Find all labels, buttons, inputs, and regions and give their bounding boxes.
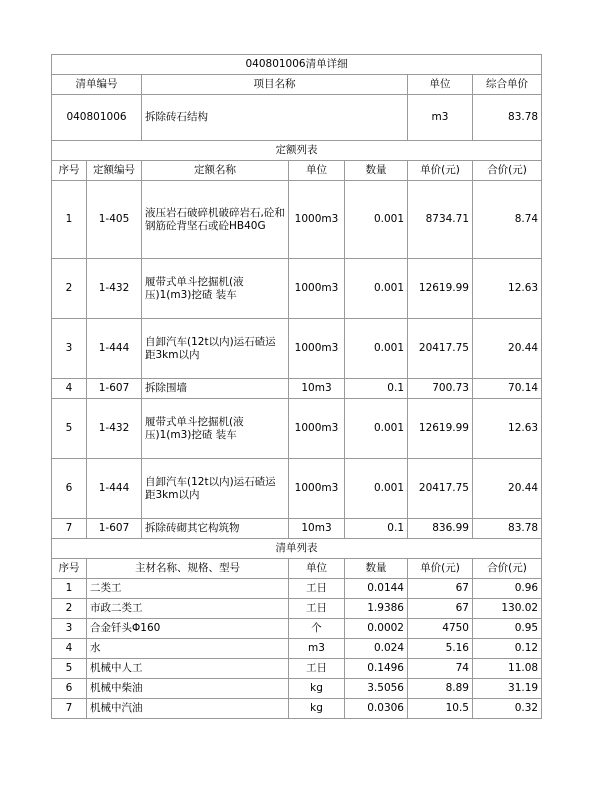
quota-unit: 1000m3: [289, 459, 345, 519]
list-item-code: 040801006: [52, 95, 142, 141]
material-unit: m3: [289, 639, 345, 659]
material-seq: 1: [52, 579, 87, 599]
material-unit-price: 8.89: [408, 679, 473, 699]
material-unit-price: 4750: [408, 619, 473, 639]
list-price-header: 综合单价: [473, 75, 542, 95]
material-name: 机械中人工: [87, 659, 289, 679]
quota-name: 液压岩石破碎机破碎岩石,砼和钢筋砼背坚石或砼HB40G: [142, 181, 289, 259]
quota-code: 1-432: [87, 399, 142, 459]
quota-unit: 10m3: [289, 519, 345, 539]
quota-seq: 6: [52, 459, 87, 519]
material-qty-header: 数量: [345, 559, 408, 579]
material-unit-price: 74: [408, 659, 473, 679]
quota-unit-header: 单位: [289, 161, 345, 181]
quota-code: 1-607: [87, 379, 142, 399]
quota-unit-price: 12619.99: [408, 399, 473, 459]
material-total: 130.02: [473, 599, 542, 619]
material-name: 机械中柴油: [87, 679, 289, 699]
material-unit: 工日: [289, 659, 345, 679]
list-item-name: 拆除砖石结构: [142, 95, 408, 141]
material-section-title: 清单列表: [52, 539, 542, 559]
quota-unit-price: 12619.99: [408, 259, 473, 319]
quota-section-title: 定额列表: [52, 141, 542, 161]
material-qty: 0.1496: [345, 659, 408, 679]
quota-row: [52, 519, 542, 539]
list-name-header: 项目名称: [142, 75, 408, 95]
material-section-row: [52, 539, 542, 559]
quota-seq: 1: [52, 181, 87, 259]
quota-name: 自卸汽车(12t以内)运石碴运距3km以内: [142, 319, 289, 379]
material-total: 0.32: [473, 699, 542, 719]
material-unit-price: 10.5: [408, 699, 473, 719]
quota-unit-price: 8734.71: [408, 181, 473, 259]
list-item-price: 83.78: [473, 95, 542, 141]
list-header-row: [52, 75, 542, 95]
quota-code: 1-444: [87, 459, 142, 519]
material-qty: 0.024: [345, 639, 408, 659]
table-title: 040801006清单详细: [52, 55, 542, 75]
quota-total: 20.44: [473, 459, 542, 519]
quota-unit: 1000m3: [289, 181, 345, 259]
quota-qty: 0.001: [345, 181, 408, 259]
material-seq: 6: [52, 679, 87, 699]
quota-row: [52, 259, 542, 319]
material-unit-price: 5.16: [408, 639, 473, 659]
quota-qty: 0.1: [345, 519, 408, 539]
quota-unit: 10m3: [289, 379, 345, 399]
material-unit-price-header: 单价(元): [408, 559, 473, 579]
quota-unit-price: 20417.75: [408, 459, 473, 519]
quota-code-header: 定额编号: [87, 161, 142, 181]
quota-code: 1-405: [87, 181, 142, 259]
quota-section-row: [52, 141, 542, 161]
material-name: 二类工: [87, 579, 289, 599]
quota-row: [52, 319, 542, 379]
detail-table: [51, 54, 542, 719]
material-unit-price: 67: [408, 579, 473, 599]
quota-name: 拆除砖砌其它构筑物: [142, 519, 289, 539]
quota-name: 拆除围墙: [142, 379, 289, 399]
material-unit: kg: [289, 679, 345, 699]
quota-total: 8.74: [473, 181, 542, 259]
material-qty: 0.0144: [345, 579, 408, 599]
material-seq: 7: [52, 699, 87, 719]
material-total: 0.96: [473, 579, 542, 599]
list-item-unit: m3: [408, 95, 473, 141]
quota-name: 自卸汽车(12t以内)运石碴运距3km以内: [142, 459, 289, 519]
quota-unit-price: 20417.75: [408, 319, 473, 379]
quota-code: 1-607: [87, 519, 142, 539]
material-unit: kg: [289, 699, 345, 719]
quota-name: 履带式单斗挖掘机(液压)1(m3)挖碴 装车: [142, 259, 289, 319]
material-row: [52, 579, 542, 599]
material-seq: 5: [52, 659, 87, 679]
quota-total: 83.78: [473, 519, 542, 539]
material-name: 市政二类工: [87, 599, 289, 619]
material-unit: 工日: [289, 599, 345, 619]
quota-code: 1-432: [87, 259, 142, 319]
title-row: [52, 55, 542, 75]
quota-total: 12.63: [473, 259, 542, 319]
material-name-header: 主材名称、规格、型号: [87, 559, 289, 579]
quota-total: 12.63: [473, 399, 542, 459]
material-name: 机械中汽油: [87, 699, 289, 719]
list-item-row: [52, 95, 542, 141]
quota-unit: 1000m3: [289, 319, 345, 379]
material-unit-price: 67: [408, 599, 473, 619]
quota-seq: 5: [52, 399, 87, 459]
list-unit-header: 单位: [408, 75, 473, 95]
material-row: [52, 699, 542, 719]
quota-total: 20.44: [473, 319, 542, 379]
material-header-row: [52, 559, 542, 579]
quota-qty: 0.001: [345, 259, 408, 319]
material-row: [52, 679, 542, 699]
material-row: [52, 659, 542, 679]
material-seq: 3: [52, 619, 87, 639]
material-total: 0.95: [473, 619, 542, 639]
material-row: [52, 619, 542, 639]
quota-row: [52, 181, 542, 259]
material-name: 水: [87, 639, 289, 659]
quota-total-header: 合价(元): [473, 161, 542, 181]
material-qty: 0.0306: [345, 699, 408, 719]
quota-qty: 0.1: [345, 379, 408, 399]
quota-unit: 1000m3: [289, 399, 345, 459]
quota-header-row: [52, 161, 542, 181]
quota-qty: 0.001: [345, 399, 408, 459]
quota-qty: 0.001: [345, 319, 408, 379]
material-total: 31.19: [473, 679, 542, 699]
material-unit: 个: [289, 619, 345, 639]
material-row: [52, 639, 542, 659]
quota-name: 履带式单斗挖掘机(液压)1(m3)挖碴 装车: [142, 399, 289, 459]
quota-unit-price-header: 单价(元): [408, 161, 473, 181]
material-seq-header: 序号: [52, 559, 87, 579]
quota-row: [52, 399, 542, 459]
material-qty: 3.5056: [345, 679, 408, 699]
material-total: 11.08: [473, 659, 542, 679]
quota-seq: 7: [52, 519, 87, 539]
material-name: 合金钎头Φ160: [87, 619, 289, 639]
quota-seq: 3: [52, 319, 87, 379]
quota-unit-price: 836.99: [408, 519, 473, 539]
quota-row: [52, 459, 542, 519]
material-qty: 1.9386: [345, 599, 408, 619]
material-row: [52, 599, 542, 619]
quota-seq: 2: [52, 259, 87, 319]
material-qty: 0.0002: [345, 619, 408, 639]
material-seq: 2: [52, 599, 87, 619]
quota-name-header: 定额名称: [142, 161, 289, 181]
quota-row: [52, 379, 542, 399]
material-unit-header: 单位: [289, 559, 345, 579]
material-total-header: 合价(元): [473, 559, 542, 579]
material-unit: 工日: [289, 579, 345, 599]
quota-seq-header: 序号: [52, 161, 87, 181]
quota-qty-header: 数量: [345, 161, 408, 181]
quota-seq: 4: [52, 379, 87, 399]
quota-unit-price: 700.73: [408, 379, 473, 399]
material-total: 0.12: [473, 639, 542, 659]
quota-total: 70.14: [473, 379, 542, 399]
quota-unit: 1000m3: [289, 259, 345, 319]
quota-code: 1-444: [87, 319, 142, 379]
list-code-header: 清单编号: [52, 75, 142, 95]
quota-qty: 0.001: [345, 459, 408, 519]
material-seq: 4: [52, 639, 87, 659]
